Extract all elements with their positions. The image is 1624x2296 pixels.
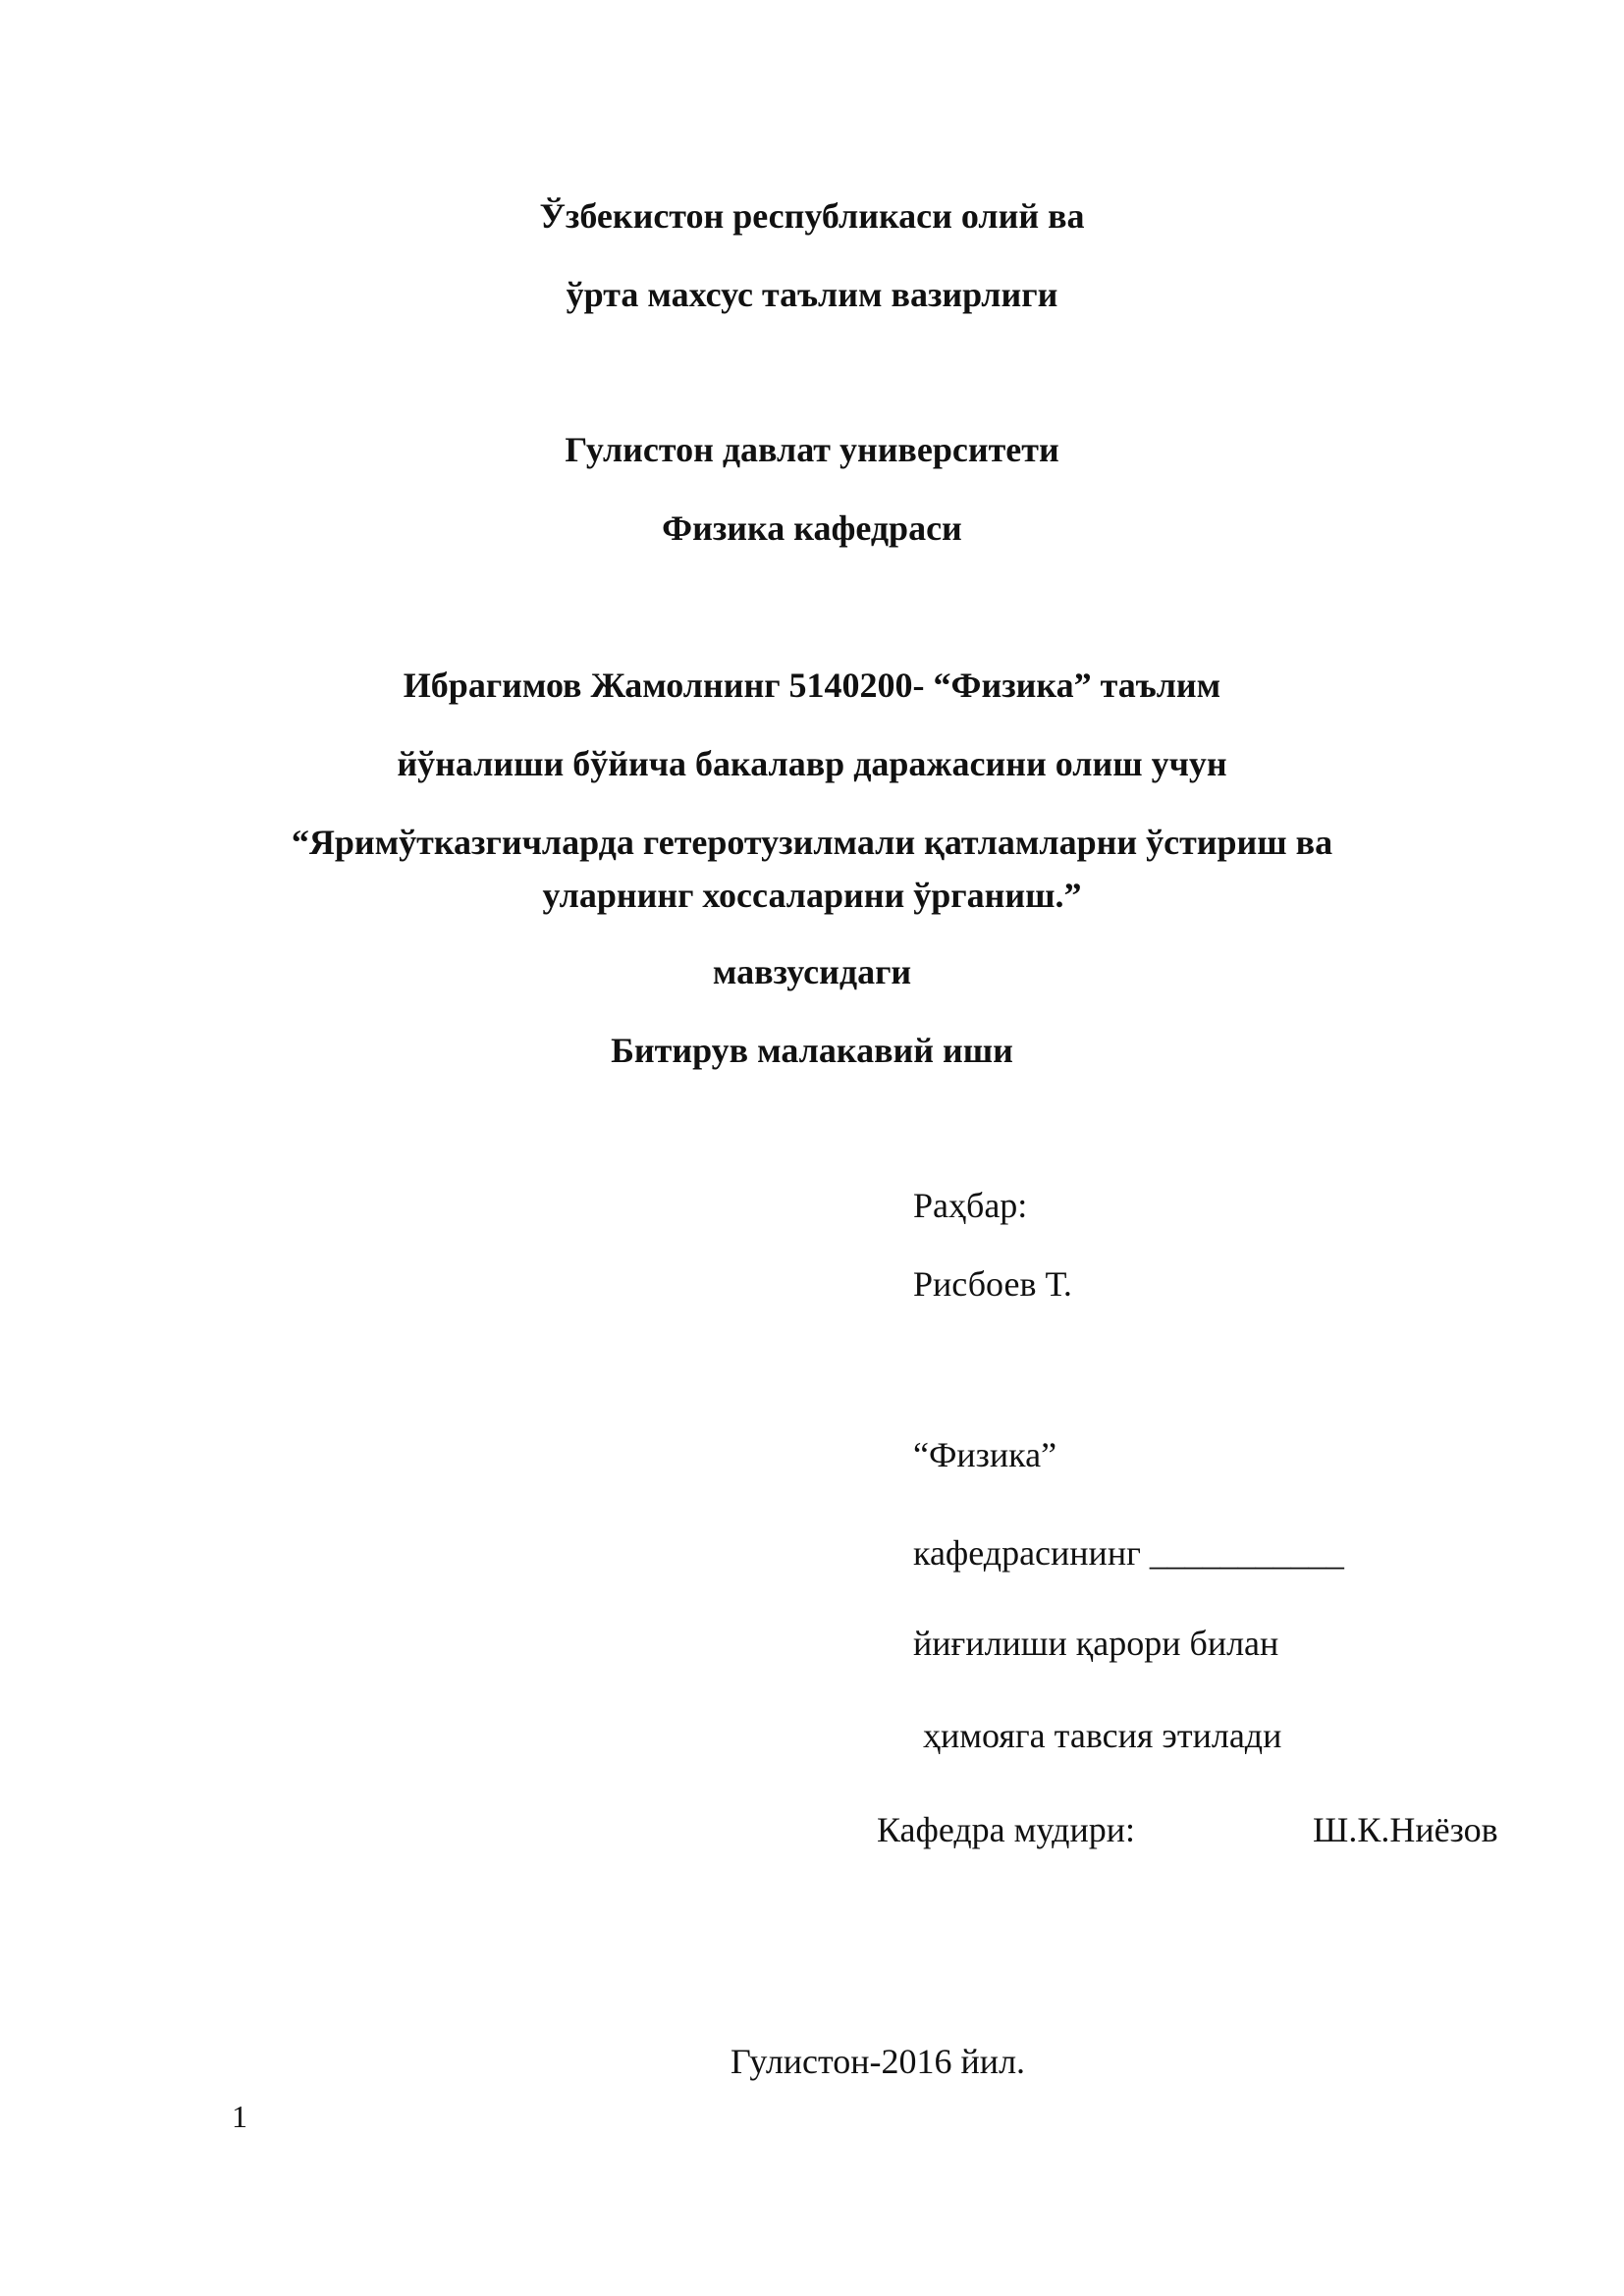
work-type: Битирув малакавий иши [611, 1031, 1013, 1070]
department-meeting: кафедрасининг ___________ [913, 1533, 1344, 1573]
department-quote: “Физика” [913, 1435, 1057, 1474]
supervisor-label: Раҳбар: [913, 1186, 1028, 1225]
head-of-department-name: Ш.К.Ниёзов [1313, 1810, 1498, 1849]
place-and-year: Гулистон-2016 йил. [730, 2042, 1026, 2081]
university-name: Гулистон давлат университети [565, 430, 1059, 469]
defense-recommendation: ҳимояга тавсия этилади [923, 1716, 1282, 1755]
thesis-title-line-2: уларнинг хоссаларини ўрганиш.” [542, 876, 1082, 915]
meeting-decision: йиғилиши қарори билан [913, 1624, 1279, 1663]
department-name: Физика кафедраси [662, 508, 962, 548]
head-of-department-label: Кафедра мудири: [877, 1810, 1136, 1849]
supervisor-name: Рисбоев Т. [913, 1264, 1072, 1304]
page-number: 1 [232, 2099, 247, 2134]
topic-word: мавзусидаги [712, 952, 912, 991]
thesis-line-2: йўналиши бўйича бакалавр даражасини олиш учун [397, 744, 1227, 783]
thesis-title-line-1: “Яримўтказгичларда гетеротузилмали қатламларни ўстириш ва [291, 823, 1333, 862]
ministry-line-2: ўрта махсус таълим вазирлиги [566, 275, 1058, 314]
ministry-line-1: Ўзбекистон республикаси олий ва [539, 196, 1085, 236]
thesis-line-1: Ибрагимов Жамолнинг 5140200- “Физика” таълим [403, 666, 1221, 705]
